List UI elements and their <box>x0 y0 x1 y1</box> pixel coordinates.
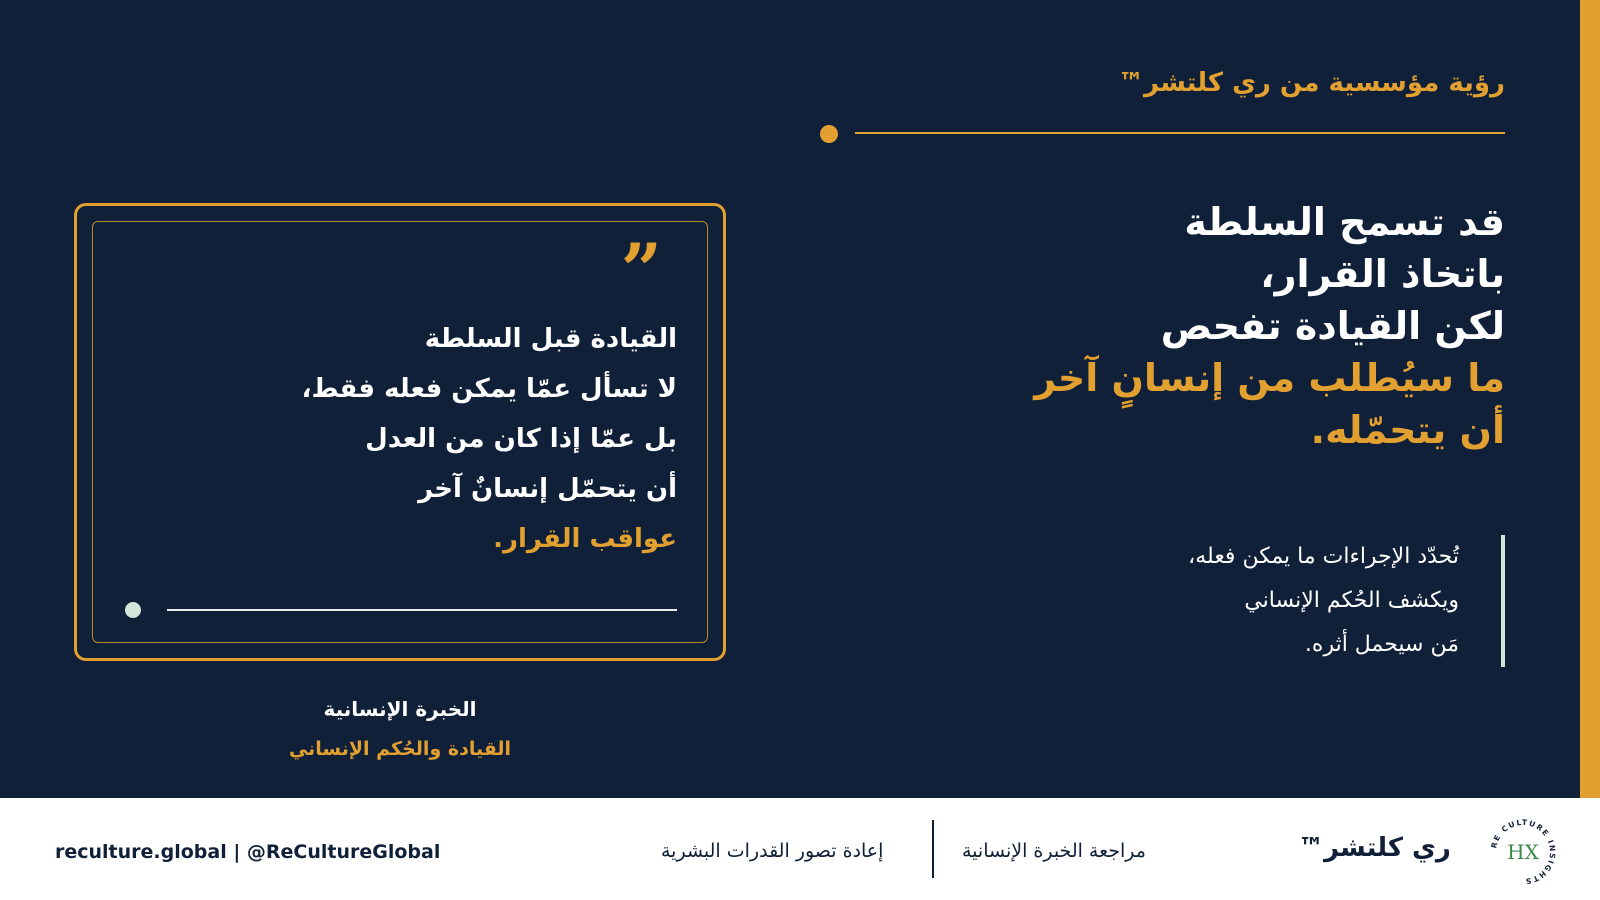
quote-text <box>302 314 677 564</box>
headline-line-highlight: أن يتحمّله. <box>1310 408 1505 452</box>
quote-card <box>74 203 726 661</box>
accent-bar <box>1580 0 1600 798</box>
footer-divider <box>932 820 934 878</box>
quote-mark-icon: ” <box>620 227 662 312</box>
quote-line: لا تسأل عمّا يمكن فعله فقط، <box>301 374 677 404</box>
kicker-title: رؤية مؤسسية من ري كلتشر™ <box>1118 68 1505 98</box>
logo-ring-text: RE CULTURE INSIGHTS <box>1489 817 1558 887</box>
footer-tagline-left: إعادة تصور القدرات البشرية <box>661 840 884 862</box>
quote-dot <box>125 602 141 618</box>
headline-line-highlight: ما سيُطلب من إنسانٍ آخر <box>1034 356 1505 400</box>
headline-line: لكن القيادة تفحص <box>1160 304 1505 348</box>
quote-line: أن يتحمّل إنسانٌ آخر <box>418 474 677 504</box>
quote-line-highlight: عواقب القرار. <box>493 524 677 554</box>
side-note-line: مَن سيحمل أثره. <box>1304 632 1459 657</box>
side-note <box>1188 535 1505 667</box>
quote-divider <box>167 609 677 611</box>
reculture-logo <box>1488 817 1558 887</box>
kicker-divider <box>855 132 1505 134</box>
side-note-line: ويكشف الحُكم الإنساني <box>1244 588 1459 613</box>
headline-line: باتخاذ القرار، <box>1260 252 1505 296</box>
quote-line: القيادة قبل السلطة <box>424 324 677 354</box>
caption-title: الخبرة الإنسانية <box>323 697 477 721</box>
headline-line: قد تسمح السلطة <box>1184 200 1505 244</box>
side-note-line: تُحدّد الإجراءات ما يمكن فعله، <box>1188 544 1459 569</box>
logo-mark: HX <box>1507 840 1539 864</box>
caption-subtitle: القيادة والحُكم الإنساني <box>288 738 512 760</box>
footer-tagline-right: مراجعة الخبرة الإنسانية <box>962 840 1146 862</box>
footer-website-link[interactable]: reculture.global | @ReCultureGlobal <box>55 841 441 863</box>
quote-card-inner <box>92 221 708 643</box>
footer-brand: ري كلتشر™ <box>1298 833 1451 863</box>
quote-line: بل عمّا إذا كان من العدل <box>365 424 677 454</box>
kicker-dot <box>820 125 838 143</box>
headline <box>865 196 1505 456</box>
